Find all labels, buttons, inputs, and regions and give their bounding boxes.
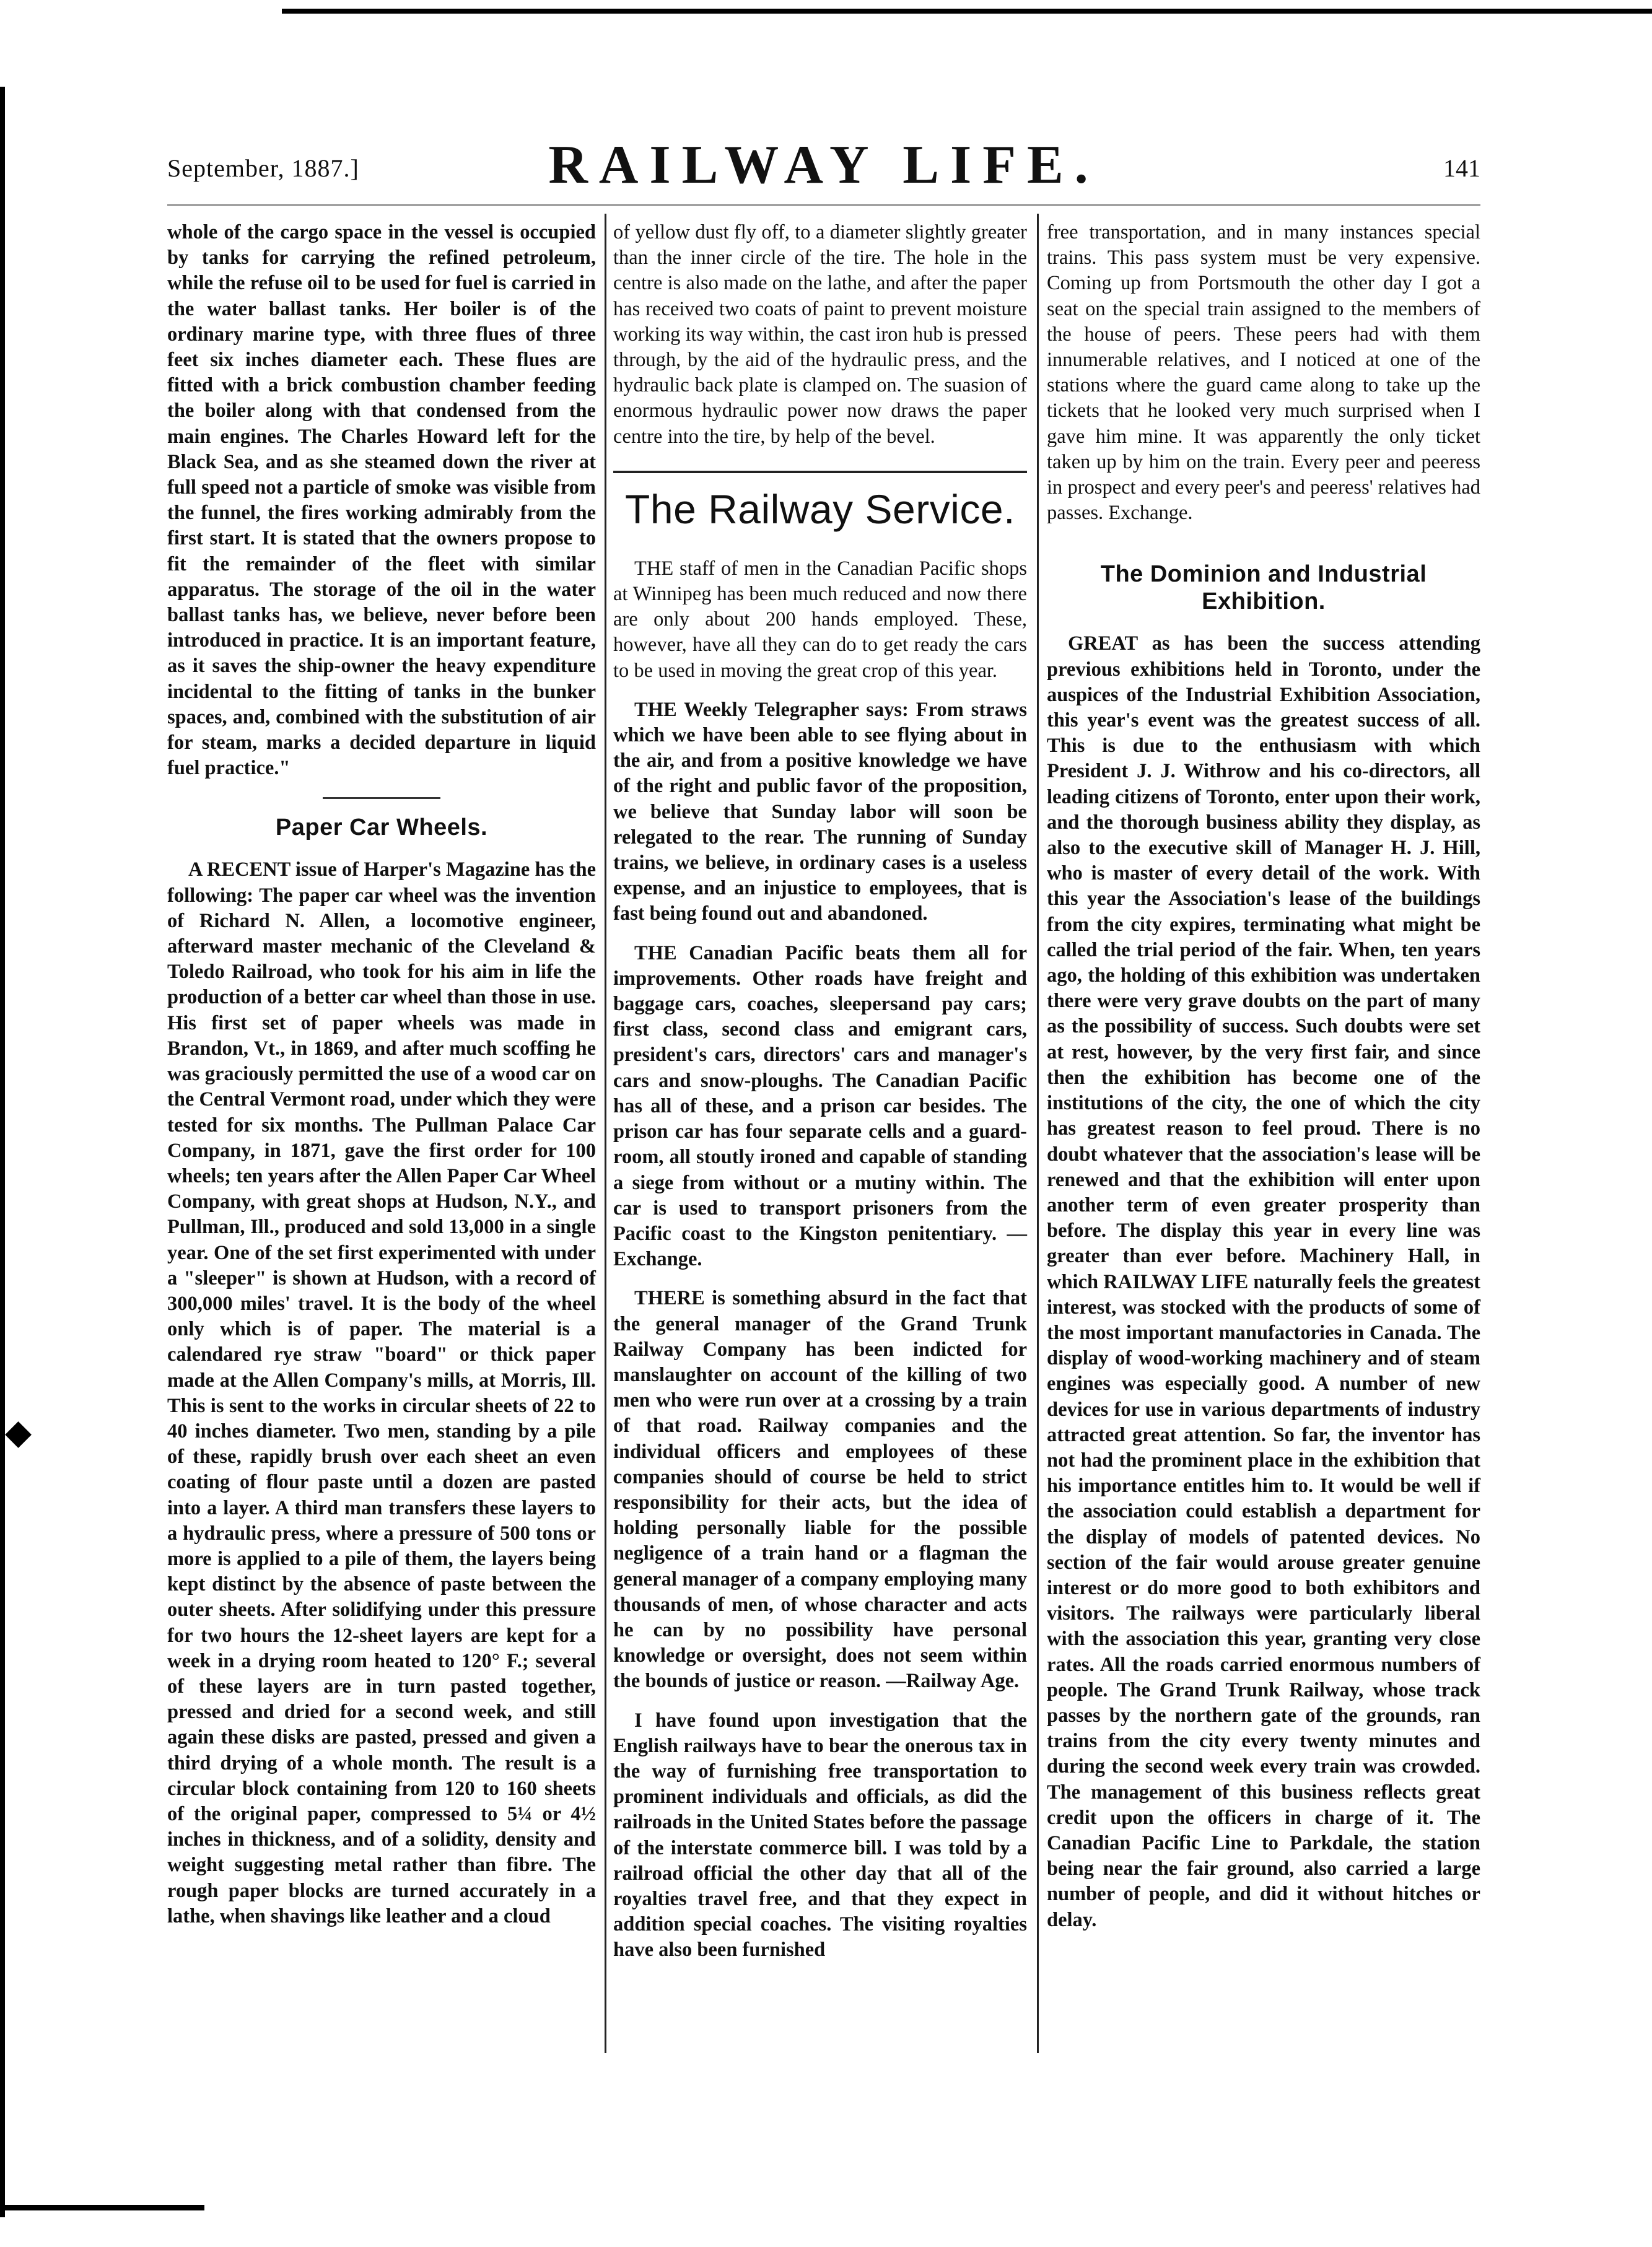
column-left [167, 220, 596, 1943]
section-divider [323, 797, 440, 799]
column-middle [613, 220, 1027, 1977]
article-continuation: of yellow dust fly off, to a diameter slightly greater than the inner circle of the tire. The hole in the centre is also made on the lathe, and after the paper has received two coats of paint to prevent moisture working its way within, the cast iron hub is pressed through, by the aid of the hydraulic press, and the hydraulic back plate is clamped on. The suasion of enormous hydraulic power now draws the paper centre into the tire, by help of the bevel. [613, 221, 1027, 448]
page-number: 141 [1443, 154, 1480, 182]
scan-border-bottom [0, 2205, 204, 2210]
header-divider [167, 204, 1480, 206]
margin-arrow-icon: ◆ [5, 1413, 32, 1452]
column-divider [1037, 214, 1039, 2053]
article-paragraph: THERE is something absurd in the fact that the general manager of the Grand Trunk Railway Company has been indicted for manslaughter on account of the killing of two men who were run over at a crossing by a train of that road. Railway companies and the individual officers and employees of these companies should of course be held to strict responsibility for their acts, but the idea of holding personally liable for the possible negligence of a train hand or a flagman the general manager of a company employing many thousands of men, of whose character and acts he can by no possibility have personal knowledge or oversight, does not seem within the bounds of justice or reason. —Railway Age. [613, 1287, 1027, 1693]
article-paragraph: THE staff of men in the Canadian Pacific shops at Winnipeg has been much reduced and now there are only about 200 hands employed. These, however, have all they can do to get ready the cars to be used in moving the great crop of this year. [613, 557, 1027, 682]
column-right [1047, 220, 1480, 1947]
section-heading-railway-service: The Railway Service. [625, 486, 1015, 532]
section-divider [613, 471, 1027, 473]
masthead-title: RAILWAY LIFE. [548, 135, 1099, 195]
article-continuation: free transportation, and in many instances special trains. This pass system must be very expensive. Coming up from Portsmouth the other day I got a seat on the special train assigned to the members of the house of peers. These peers had with them innumerable relatives, and I noticed at one of the stations where the guard came along to take up the tickets that he looked very much surprised when I gave him mine. It was apparently the only ticket taken up by him on the train. Every peer and peeress in prospect and every peer's and peeress' relatives had passes. Exchange. [1047, 221, 1480, 525]
article-continuation: whole of the cargo space in the vessel is occupied by tanks for carrying the refined petroleum, while the refuse oil to be used for fuel is carried in the water ballast tanks. Her boiler is of the ordinary marine type, with three flues of three feet six inches diameter each. These flues are fitted with a brick combustion chamber feeding the boiler along with that condensed from the main engines. The Charles Howard left for the Black Sea, and as she steamed down the river at full speed not a particle of smoke was visible from the funnel, the fires working admirably from the first start. It is stated that the owners propose to fit the remainder of the fleet with similar apparatus. The storage of the oil in the water ballast tanks has, we believe, never before been introduced in practice. It is an important feature, as it saves the ship-owner the heavy expenditure incidental to the fitting of tanks in the bunker spaces, and, combined with the substitution of air for steam, marks a decided departure in liquid fuel practice." [167, 221, 596, 780]
scan-border-left [0, 87, 5, 2217]
article-paragraph: I have found upon investigation that the English railways have to bear the onerous tax in the way of furnishing free transportation to prominent individuals and officials, as did the railroads in the United States before the passage of the interstate commerce bill. I was told by a railroad official the other day that all of the royalties travel free, and that they expect in addition special coaches. The visiting royalties have also been furnished [613, 1709, 1027, 1961]
article-paragraph: THE Canadian Pacific beats them all for improvements. Other roads have freight and baggage cars, coaches, sleepersand pay cars; first class, second class and emigrant cars, president's cars, directors' cars and manager's cars and snow-ploughs. The Canadian Pacific has all of these, and a prison car besides. The prison car has four separate cells and a guard-room, all stoutly ironed and capable of standing a siege from without or a mutiny within. The car is used to transport prisoners from the Pacific coast to the Kingston penitentiary. —Exchange. [613, 941, 1027, 1271]
scan-border-top [282, 9, 1652, 14]
article-heading-paper-car-wheels: Paper Car Wheels. [275, 814, 488, 841]
article-paragraph: GREAT as has been the success attending previous exhibitions held in Toronto, under the auspices of the Industrial Exhibition Association, this year's event was the greatest success of all. This is due to the enthusiasm with which President J. J. Withrow and his co-directors, all leading citizens of Toronto, enter upon their work, and the thorough business ability they display, as also to the executive skill of Manager H. J. Hill, who is master of every detail of the work. With this year the Association's lease of the buildings from the city expires, terminating what might be called the trial period of the fair. When, ten years ago, the holding of this exhibition was undertaken there were very grave doubts on the part of many as the possibility of success. Such doubts were set at rest, however, by the very first fair, and since then the exhibition has become one of the institutions of the city, the one of which the city has greatest reason to feel proud. There is no doubt whatever that the association's lease will be renewed and that the exhibition will enter upon another term of even greater prosperity than before. The display this year in every line was greater than ever before. Machinery Hall, in which RAILWAY LIFE naturally feels the greatest interest, was stocked with the products of some of the most important manufactories in Canada. The display of wood-working machinery and of steam engines was especially good. A number of new devices for use in various departments of industry attracted great attention. So far, the inventor has not had the prominent place in the exhibition that his importance entitles him to. It would be well if the association could establish a department for the display of models of patented devices. No section of the fair would arouse greater genuine interest or do more good to both exhibitors and visitors. The railways were particularly liberal with the association this year, granting very close rates. All the roads carried enormous numbers of people. The Grand Trunk Railway, whose track passes by the northern gate of the grounds, ran trains from the city every twenty minutes and during the second week every train was crowded. The management of this business reflects great credit upon the officers in charge of it. The Canadian Pacific Line to Parkdale, the station being near the fair ground, also carried a large number of people, and did it without hitches or delay. [1047, 632, 1480, 1931]
issue-date: September, 1887.] [167, 154, 359, 182]
column-divider [605, 214, 606, 2053]
article-heading-dominion-exhibition: The Dominion and Industrial Exhibition. [1100, 561, 1427, 615]
article-paragraph: THE Weekly Telegrapher says: From straws which we have been able to see flying about in the air, and from a positive knowledge we have of the right and public favor of the proposition, we believe that Sunday labor will soon be relegated to the rear. The running of Sunday trains, we believe, in ordinary cases is a useless expense, and an injustice to employees, that is fast being found out and abandoned. [613, 698, 1027, 925]
article-paragraph: A RECENT issue of Harper's Magazine has the following: The paper car wheel was the invention of Richard N. Allen, a locomotive engineer, afterward master mechanic of the Cleveland & Toledo Railroad, who took for his aim in life the production of a better car wheel than those in use. His first set of paper wheels was made in Brandon, Vt., in 1869, and after much scoffing he was graciously permitted the use of a wood car on the Central Vermont road, under which they were tested for six months. The Pullman Palace Car Company, in 1871, gave the first order for 100 wheels; ten years after the Allen Paper Car Wheel Company, with great shops at Hudson, N.Y., and Pullman, Ill., produced and sold 13,000 in a single year. One of the set first experimented with under a "sleeper" is shown at Hudson, with a record of 300,000 miles' travel. It is the body of the wheel only which is of paper. The material is a calendared rye straw "board" or thick paper made at the Allen Company's mills, at Morris, Ill. This is sent to the works in circular sheets of 22 to 40 inches diameter. Two men, standing by a pile of these, rapidly brush over each sheet an even coating of flour paste until a dozen are pasted into a layer. A third man transfers these layers to a hydraulic press, where a pressure of 500 tons or more is applied to a pile of them, the layers being kept distinct by the absence of paste between the outer sheets. After solidifying under this pressure for two hours the 12-sheet layers are kept for a week in a drying room heated to 120° F.; several of these layers are in turn pasted together, pressed and dried for a second week, and still again these disks are pasted, pressed and given a third drying of a whole month. The result is a circular block containing from 120 to 160 sheets of the original paper, compressed to 5¼ or 4½ inches in thickness, and of a solidity, density and weight suggesting metal rather than fibre. The rough paper blocks are turned accurately in a lathe, when shavings like leather and a cloud [167, 858, 596, 1927]
page-header [167, 130, 1480, 198]
